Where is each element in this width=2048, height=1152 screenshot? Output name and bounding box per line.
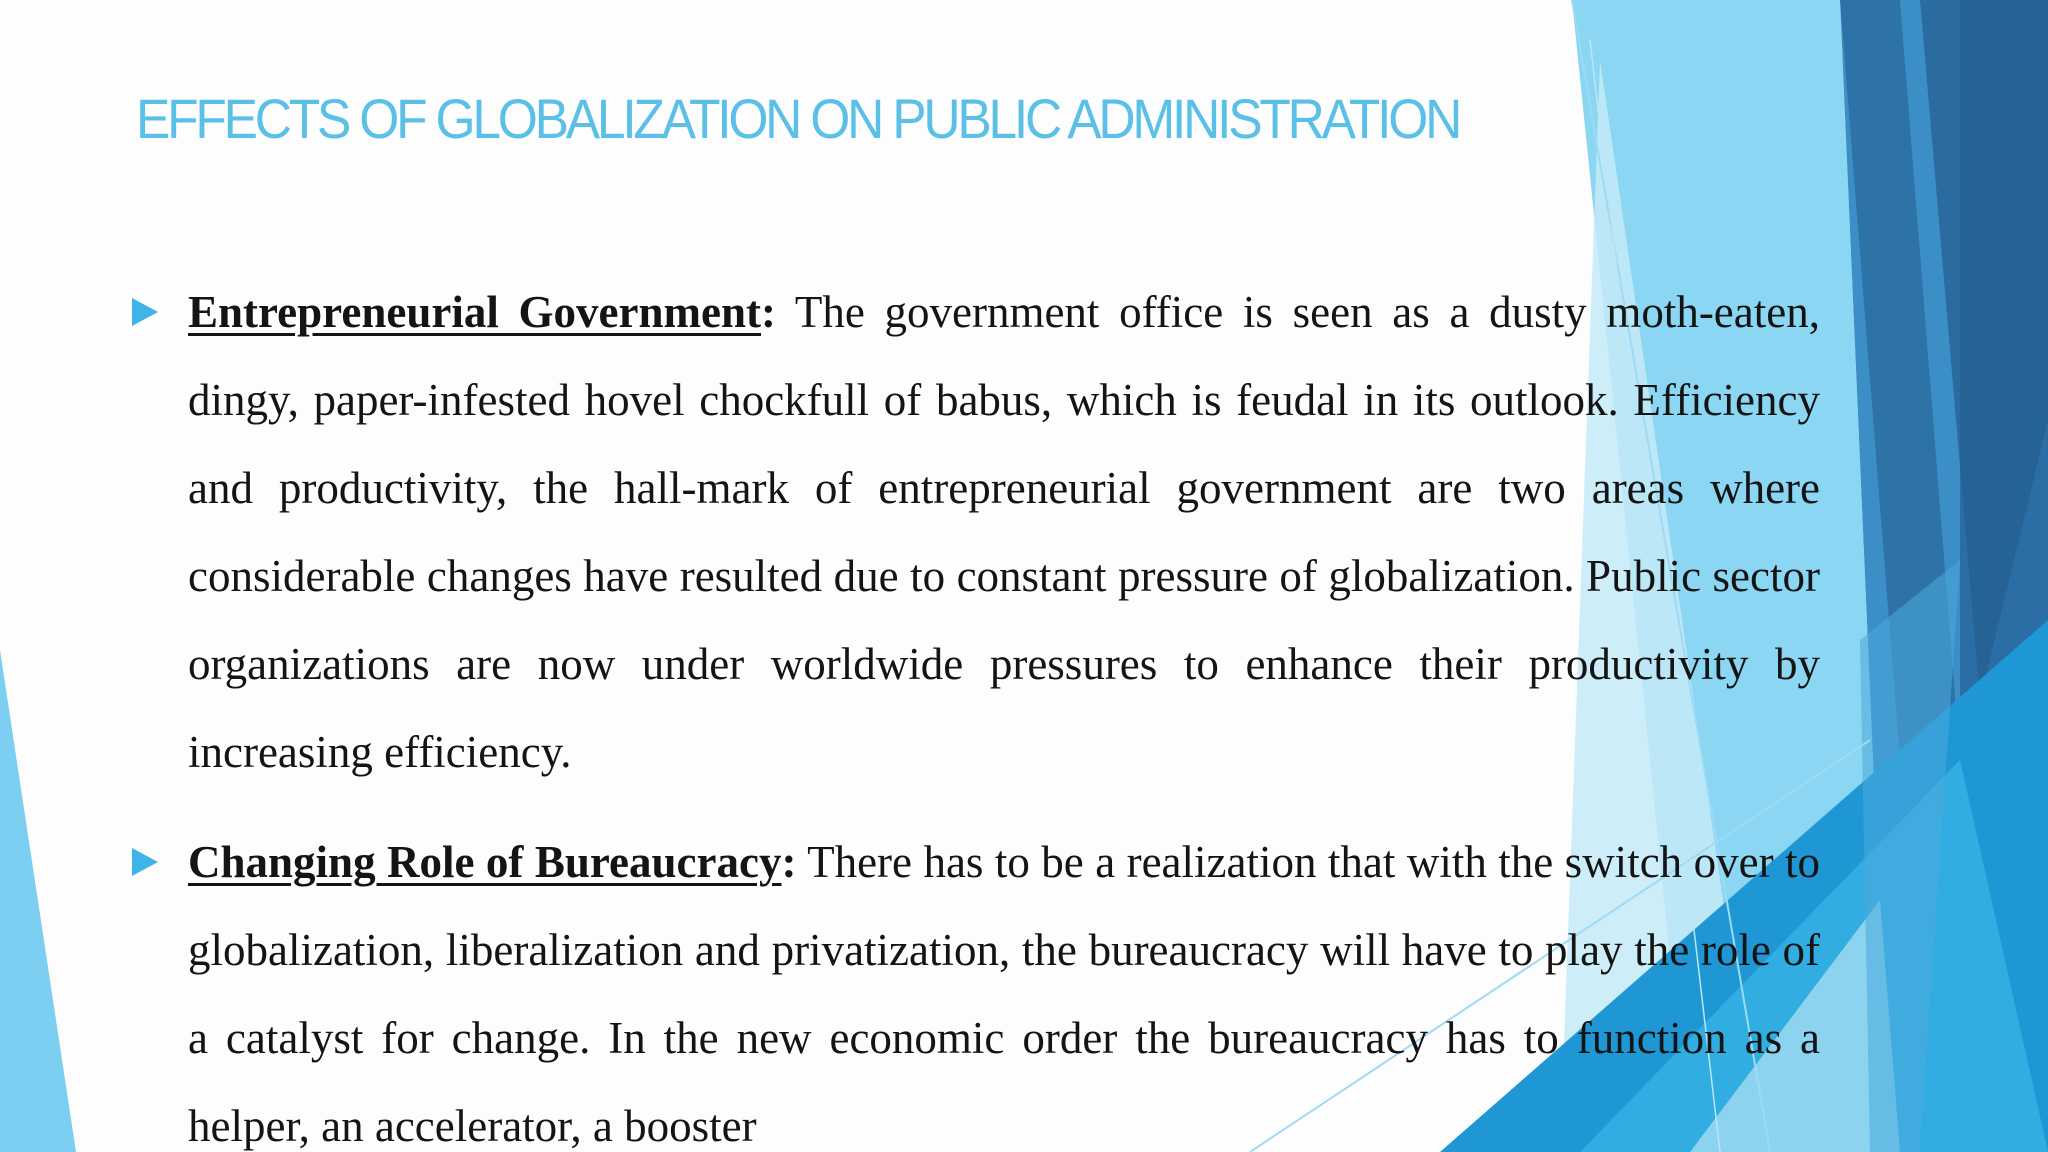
slide-title: EFFECTS OF GLOBALIZATION ON PUBLIC ADMINISTRATION bbox=[136, 87, 1460, 150]
bullet-term: Entrepreneurial Government bbox=[188, 287, 761, 337]
bullet-term: Changing Role of Bureaucracy bbox=[188, 837, 782, 887]
bullet-colon: : bbox=[781, 837, 797, 887]
bullet-changing-role-of-bureaucracy bbox=[130, 818, 1820, 1152]
bullet-arrow-icon bbox=[132, 848, 158, 876]
left-accent-shape bbox=[0, 650, 76, 1152]
bullet-arrow-icon bbox=[132, 298, 158, 326]
bullet-paragraph bbox=[188, 818, 1820, 1152]
bullet-text: The government office is seen as a dusty moth-eaten, dingy, paper-infested hovel chockfull of babus, which is feudal in its outlook. Efficiency and productivity, the hall-mark of entrepreneurial government are two areas where considerable changes have resulted due to constant pressure of globalization. Public sector organizations are now under worldwide pressures to enhance their productivity by increasing efficiency. bbox=[188, 287, 1820, 777]
bullet-text: There has to be a realization that with the switch over to globalization, liberalization and privatization, the bureaucracy will have to play the role of a catalyst for change. In the new economic order the bureaucracy has to function as a helper, an accelerator, a booster bbox=[188, 837, 1820, 1151]
bullet-paragraph bbox=[188, 268, 1820, 796]
bullet-list bbox=[130, 268, 1820, 1152]
bullet-colon: : bbox=[760, 287, 776, 337]
bullet-entrepreneurial-government bbox=[130, 268, 1820, 796]
